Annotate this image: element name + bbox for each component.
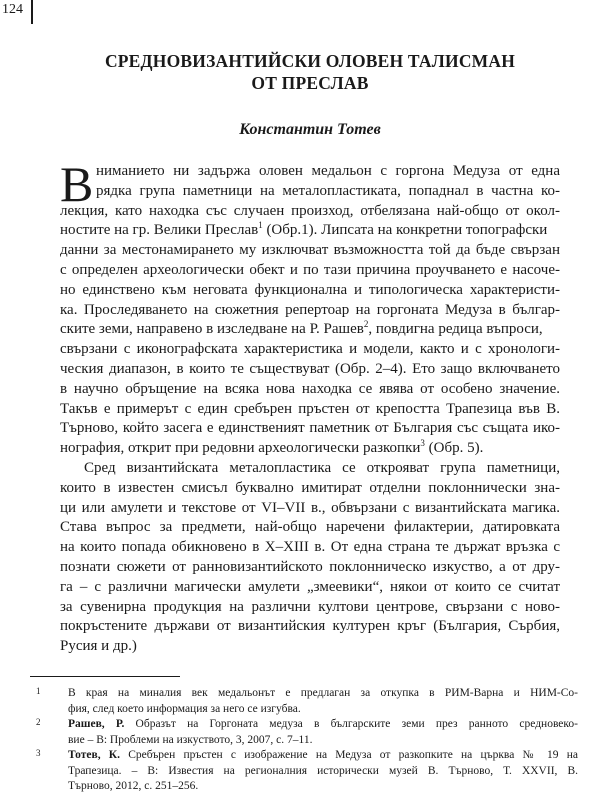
footnote-number: 2 [36, 717, 41, 727]
footnote-text: Сребърен пръстен с изображение на Медуза от разкопките на църква № 19 на [120, 749, 578, 761]
title-line-1: СРЕДНОВИЗАНТИЙСКИ ОЛОВЕН ТАЛИСМАН [104, 51, 516, 71]
body-line: за сувенирна продукция на различни култови центрове, свързани с ново- [60, 598, 560, 615]
footnote-line [68, 748, 578, 764]
body-line: рядка група паметници на металопластиката, попаднал в частна ко- [96, 182, 560, 199]
footnote-line: вие – В: Проблеми на изкуството, 3, 2007, с. 7–11. [68, 733, 313, 746]
footnote-line: Търново, 2012, с. 251–256. [68, 780, 199, 792]
body-line: познати сюжети от ранновизантийското поклонническо изкуство, а от дру- [60, 558, 560, 575]
body-line: Става въпрос за предмети, най-общо наречени филактерии, датировката [60, 519, 560, 536]
body-line: Търново, който засега е единственият паметник от България със същата ико- [60, 420, 560, 437]
body-text-segment: нография, открит при редовни археологически разкопки [60, 440, 421, 457]
footnote-1 [30, 686, 578, 717]
body-line: ка. Проследяването на сюжетния репертоар на горгоната Медуза в българ- [60, 301, 560, 318]
body-line: Такъв е примерът с един сребърен пръстен от крепостта Трапезица във В. [60, 400, 560, 417]
body-line: покръстените държави от византийския културен кръг (България, Сърбия, [60, 618, 560, 635]
body-line [60, 439, 560, 459]
page-number: 124 [2, 2, 23, 17]
footnote-line: В края на миналия век медальонът е предлаган за откупка в РИМ-Варна и НИМ-Со- [68, 687, 578, 699]
body-line: га – с различни магически амулети „змеевики“, някои от които се считат [60, 578, 560, 595]
body-line [60, 221, 560, 241]
footnote-number: 1 [36, 686, 41, 696]
footnote-author: Тотев, К. [68, 749, 121, 761]
body-line: свързани с иконографската характеристика и модели, както и с хронологи- [60, 341, 560, 358]
footnote-line [68, 717, 578, 733]
footnote-ref-1[interactable]: 1 [258, 220, 263, 231]
footnote-2 [30, 717, 578, 748]
body-line [60, 320, 560, 340]
footnote-ref-3[interactable]: 3 [420, 438, 425, 449]
body-text-segment: ските земи, направено в изследване на Р. Рашев [60, 321, 364, 338]
body-line: на които попада обикновено в X–XIII в. От една страна те държат връзка с [60, 539, 560, 556]
body-line: но единствено към неговата функционална и типологическа характеристи- [60, 281, 560, 298]
body-text-segment: , повдигна редица въпроси, [368, 321, 543, 338]
footnote-line: Трапезица. – В: Известия на регионалния исторически музей В. Търново, Т. XXVII, В. [68, 764, 578, 777]
footnote-divider [30, 676, 180, 677]
article-body [60, 156, 560, 657]
footnote-text: Образът на Горгоната медуза в българските земи през ранното средновеко- [124, 718, 578, 730]
title-line-2: ОТ ПРЕСЛАВ [251, 73, 369, 93]
page-number-divider [31, 0, 33, 24]
drop-cap: В [60, 156, 94, 212]
footnote-ref-2[interactable]: 2 [363, 319, 369, 330]
body-text-segment: (Обр. 5). [424, 440, 484, 457]
footnote-3 [30, 748, 578, 795]
body-line: които в известен смисъл буквално имитират отделни поклоннически зна- [60, 479, 560, 496]
body-line: ци или амулети и текстове от VI–VII в., обвързани с византийската магика. [60, 499, 560, 516]
article-title [60, 50, 560, 94]
body-line: лекция, като находка със случаен произход, отбелязана най-общо от окол- [60, 202, 560, 219]
footnotes [30, 686, 578, 795]
body-line: с определен археологически обект и по тази причина проучването е насоче- [60, 261, 560, 278]
article-author: Константин Тотев [239, 121, 381, 138]
footnote-author: Рашев, Р. [68, 718, 125, 730]
body-line: ниманието ни задържа оловен медальон с горгона Медуза от една [96, 163, 560, 179]
body-line: в научно обръщение на всяка нова находка се явява от особено значение. [60, 380, 560, 397]
body-line: Сред византийската металопластика се открояват група паметници, [84, 459, 560, 476]
body-line: данни за местонамирането му изключват възможността той да бъде свързан [60, 242, 560, 259]
body-line: ческия диапазон, в които те съществуват (Обр. 2–4). Ето защо включването [60, 360, 560, 377]
footnote-number: 3 [36, 748, 41, 758]
body-line: Русия и др.) [60, 638, 137, 655]
body-text-segment: ностите на гр. Велики Преслав [60, 222, 259, 239]
footnote-line: фия, след което информация за него се изгубва. [68, 702, 301, 715]
body-text-segment: (Обр.1). Липсата на конкретни топографски [262, 222, 548, 239]
